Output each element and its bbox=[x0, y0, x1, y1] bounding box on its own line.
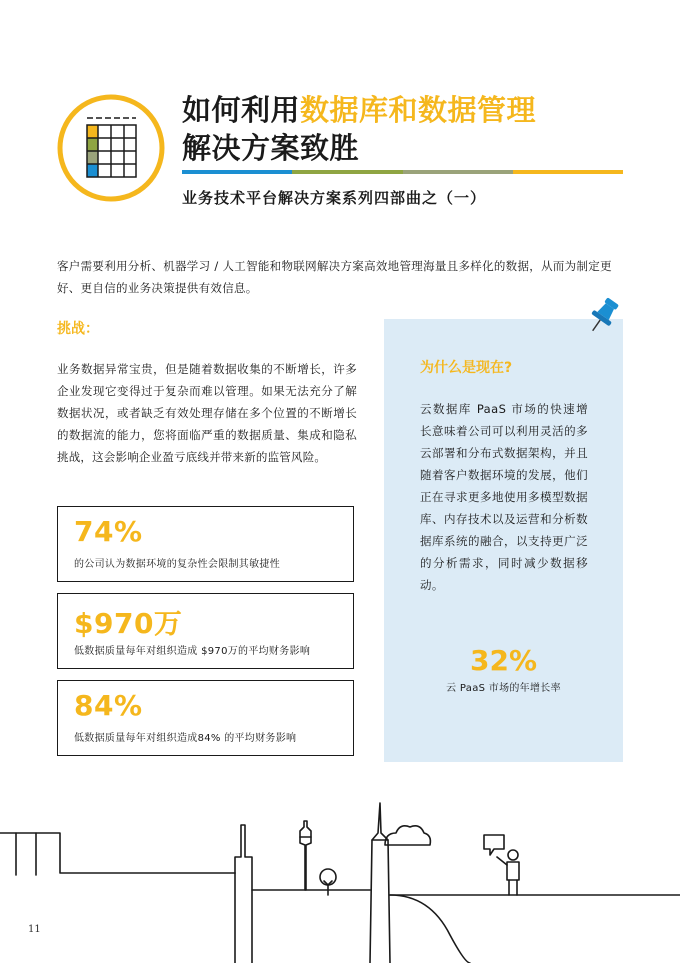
challenge-paragraph: 业务数据异常宝贵，但是随着数据收集的不断增长，许多企业发现它变得过于复杂而难以管理。如果无法充分了解数据状况，或者缺乏有效处理存储在多个位置的不断增长的数据流的能力，您将面临严重的数据质量、集成和隐私挑战，这会影响企业盈亏底线并带来新的监管风险。 bbox=[57, 362, 357, 464]
stat-value: 84% bbox=[74, 689, 143, 722]
page-title-line-1 bbox=[182, 92, 536, 128]
title-accent-part: 数据库和数据管理 bbox=[300, 93, 537, 127]
page-title-line-2: 解决方案致胜 bbox=[182, 131, 360, 165]
page-number: 11 bbox=[28, 924, 41, 935]
stat-box bbox=[57, 680, 354, 756]
city-skyline-illustration bbox=[0, 795, 680, 963]
title-color-rule bbox=[182, 170, 623, 174]
challenge-heading: 挑战： bbox=[57, 321, 99, 337]
pushpin-icon bbox=[586, 296, 620, 336]
stat-value: $970万 bbox=[74, 607, 183, 640]
why-now-paragraph: 云数据库 PaaS 市场的快速增长意味着公司可以利用灵活的多云部署和分布式数据架构，并且随着客户数据环境的发展，他们正在寻求更多地使用多模型数据库、内存技术以及运营和分析数据库系统的融合，以支持更广泛的分析需求，同时减少数据移动。 bbox=[420, 402, 588, 592]
stat-box bbox=[57, 506, 354, 582]
stat-label: 的公司认为数据环境的复杂性会限制其敏捷性 bbox=[74, 559, 280, 570]
why-now-heading: 为什么是现在? bbox=[420, 360, 513, 376]
database-grid-icon bbox=[56, 93, 166, 203]
stat-label: 低数据质量每年对组织造成84% 的平均财务影响 bbox=[74, 733, 297, 744]
title-dark-part: 如何利用 bbox=[182, 93, 301, 127]
intro-paragraph: 客户需要利用分析、机器学习 / 人工智能和物联网解决方案高效地管理海量且多样化的数据，从而为制定更好、更自信的业务决策提供有效信息。 bbox=[57, 259, 612, 295]
subtitle: 业务技术平台解决方案系列四部曲之（一） bbox=[182, 189, 487, 207]
stat-value: 74% bbox=[74, 515, 143, 548]
stat-box bbox=[57, 593, 354, 669]
why-now-stat-value: 32% bbox=[469, 644, 538, 677]
why-now-stat-label: 云 PaaS 市场的年增长率 bbox=[446, 683, 561, 694]
stat-label: 低数据质量每年对组织造成 $970万的平均财务影响 bbox=[74, 646, 311, 657]
